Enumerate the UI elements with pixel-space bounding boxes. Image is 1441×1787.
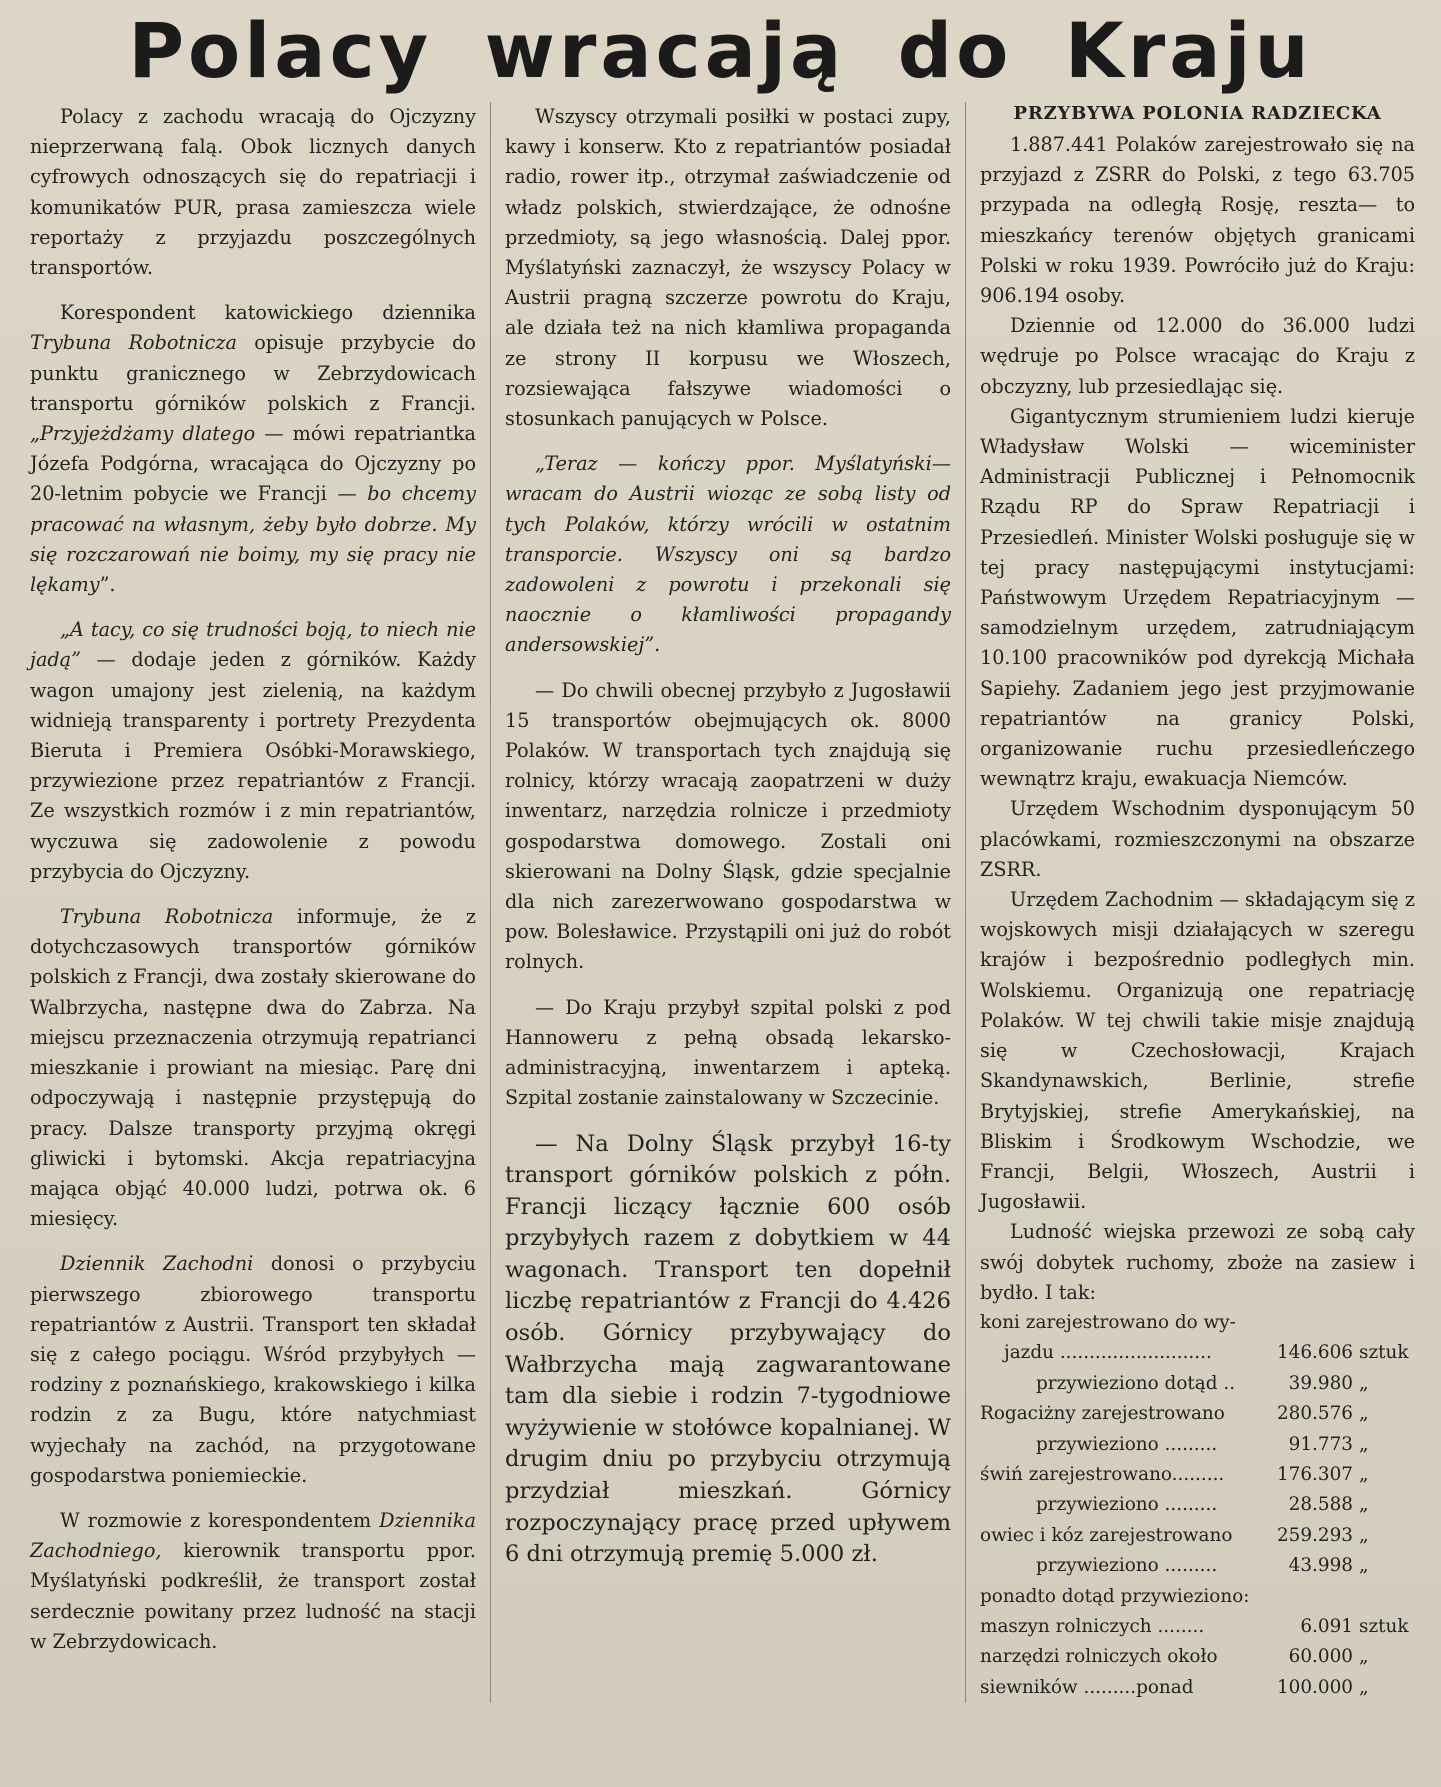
stats-value: 39.980 <box>1288 1372 1353 1394</box>
stats-value: 91.773 <box>1288 1433 1353 1455</box>
column-3 <box>966 102 1419 1703</box>
stats-value: 100.000 <box>1276 1676 1353 1698</box>
text-run: Korespondent katowickiego dziennika <box>60 301 476 325</box>
text-run: opisuje przybycie do punktu granicznego w Zebrzydowicach transportu górników polskich z Francji. <box>30 331 476 415</box>
column-2 <box>490 102 966 1703</box>
stats-row <box>980 1521 1415 1551</box>
stats-unit: „ <box>1359 1524 1369 1546</box>
italic-text: Trybuna Robotnicza <box>30 331 237 355</box>
stats-value: 176.307 <box>1276 1463 1353 1485</box>
paragraph: Ludność wiejska przewozi ze sobą cały swój dobytek ruchomy, zboże na zasiew i bydło. I tak: <box>980 1220 1415 1304</box>
paragraph: — Na Dolny Śląsk przybył 16-ty transport górników polskich z półn. Francji liczący łącznie 600 osób przybyłych razem z dobytkiem w 44 wagonach. Transport ten dopełnił liczbę repatriantów z Francji do 4.426 osób. Górnicy przybywający do Wałbrzycha mają zagwarantowane tam dla siebie i rodzin 7-tygodniowe wyżywienie w stołówce kopalnianej. W drugim dniu po przybyciu otrzymują przydział mieszkań. Górnicy rozpoczynający pracę przed upływem 6 dni otrzymują premię 5.000 zł. <box>505 1130 951 1568</box>
stats-unit: „ <box>1359 1463 1369 1485</box>
italic-text: Trybuna Robotnicza <box>60 905 274 929</box>
stats-value: 43.998 <box>1288 1555 1353 1577</box>
stats-value: 60.000 <box>1288 1646 1353 1668</box>
article-columns <box>22 102 1419 1703</box>
text-run: informuje, że z dotychczasowych transportów górników polskich z Francji, dwa zostały skierowane do Walbrzycha, następne dwa do Zabrza. Na miejscu przeznaczenia otrzymują repatrianci mieszkanie i prowiant na miesiąc. Parę dni odpoczywają i następnie przystępują do pracy. Dalsze transporty przyjmą okręgi gliwicki i bytomski. Akcja repatriacyjna mająca objąć 40.000 ludzi, potrwa ok. 6 miesięcy. <box>30 905 476 1231</box>
text-run: kierownik transportu ppor. Myślatyński podkreślił, że transport został serdecznie powitany przez ludność na stacji w Zebrzydowicach. <box>30 1539 476 1653</box>
italic-text: „A tacy, co się trudności boją, to niech nie jadą” <box>30 618 476 672</box>
stats-label: przywieziono ......... <box>1036 1433 1218 1455</box>
stats-label: owiec i kóz zarejestrowano <box>980 1524 1233 1546</box>
paragraph: Urzędem Wschodnim dysponującym 50 placówkami, rozmieszczonymi na obszarze ZSRR. <box>980 797 1415 881</box>
stats-intro: koni zarejestrowano do wy- <box>980 1311 1236 1333</box>
livestock-stats-table <box>980 1338 1415 1581</box>
stats-unit: sztuk <box>1359 1342 1409 1364</box>
text-run: — mówi repatriantka Józefa Podgórna, wracająca do Ojczyzny po 20-letnim pobycie we Francji — <box>30 422 476 506</box>
equipment-stats-table <box>980 1612 1415 1703</box>
stats-row <box>980 1399 1415 1429</box>
stats-unit: „ <box>1359 1433 1369 1455</box>
paragraph: Polacy z zachodu wracają do Ojczyzny nieprzerwaną falą. Obok licznych danych cyfrowych odnoszących się do repatriacji i komunikatów PUR, prasa zamieszcza wiele reportaży z przyjazdu poszczególnych transportów. <box>30 105 476 280</box>
paragraph: Wszyscy otrzymali posiłki w postaci zupy, kawy i konserw. Kto z repatriantów posiadał radio, rower itp., otrzymał zaświadczenie od władz polskich, stwierdzające, że odnośne przedmioty, są jego własnością. Dalej ppor. Myślatyński zaznaczył, że wszyscy Polacy w Austrii pragną szczerze powrotu do Kraju, ale działa też na nich kłamliwa propaganda ze strony II korpusu we Włoszech, rozsiewająca fałszywe wiadomości o stosunkach panujących w Polsce. <box>505 105 951 431</box>
stats-value: 146.606 <box>1276 1342 1353 1364</box>
paragraph: — Do chwili obecnej przybyło z Jugosławii 15 transportów obejmujących ok. 8000 Polaków. W transportach tych znajdują się rolnicy, którzy wracają zaopatrzeni w duży inwentarz, narzędzia rolnicze i przedmioty gospodarstwa domowego. Zostali oni skierowani na Dolny Śląsk, gdzie specjalnie dla nich zarezerwowano gospodarstwa w pow. Bolesławice. Przystąpili oni już do robót rolnych. <box>505 678 951 974</box>
stats-value: 28.588 <box>1288 1494 1353 1516</box>
paragraph: 1.887.441 Polaków zarejestrowało się na przyjazd z ZSRR do Polski, z tego 63.705 przypada na odległą Rosję, reszta— to mieszkańcy terenów objętych granicami Polski w roku 1939. Powróciło już do Kraju: 906.194 osoby. <box>980 133 1415 308</box>
stats-row <box>980 1612 1415 1642</box>
stats-value: 259.293 <box>1276 1524 1353 1546</box>
stats-intro-2: ponadto dotąd przywieziono: <box>980 1585 1250 1607</box>
paragraph <box>30 1249 476 1491</box>
stats-row <box>980 1673 1415 1703</box>
stats-label: przywieziono ......... <box>1036 1494 1218 1516</box>
text-run: ”. <box>99 573 116 597</box>
quote-paragraph: „Teraz — kończy ppor. Myślatyński— wracam do Austrii wioząc ze sobą listy od tych Polaków, którzy wrócili w ostatnim transporcie. Wszyscy oni są bardzo zadowoleni z powrotu i przekonali się naocznie o kłamliwości propagandy andersowskiej”. <box>505 452 951 657</box>
section-subhead: PRZYBYWA POLONIA RADZIECKA <box>1013 103 1382 124</box>
paragraph: Gigantycznym strumieniem ludzi kieruje Władysław Wolski — wiceminister Administracji Publicznej i Pełnomocnik Rządu RP do Spraw Repatriacji i Przesiedleń. Minister Wolski posługuje się w tej pracy następującymi instytucjami: Państwowym Urzędem Repatriacyjnym — samodzielnym urzędem, zatrudniającym 10.100 pracowników pod dyrekcją Michała Sapiehy. Zadaniem jego jest przyjmowanie repatriantów na granicy Polski, organizowanie ruchu przesiedleńczego wewnątrz kraju, ewakuacja Niemców. <box>980 404 1415 791</box>
stats-unit: sztuk <box>1359 1615 1409 1637</box>
stats-row <box>980 1430 1415 1460</box>
stats-label: świń zarejestrowano......... <box>980 1463 1225 1485</box>
paragraph: Dziennie od 12.000 do 36.000 ludzi wędruje po Polsce wracając do Kraju z obczyzny, lub przesiedlając się. <box>980 314 1415 398</box>
column-1 <box>22 102 490 1703</box>
stats-label: jazdu .......................... <box>1004 1342 1212 1364</box>
stats-label: przywieziono dotąd .. <box>1036 1372 1236 1394</box>
paragraph: — Do Kraju przybył szpital polski z pod Hannoweru z pełną obsadą lekarsko-administracyjną, inwentarzem i apteką. Szpital zostanie zainstalowany w Szczecinie. <box>505 995 951 1110</box>
stats-label: przywieziono ......... <box>1036 1555 1218 1577</box>
text-run: — dodaje jeden z górników. Każdy wagon umajony jest zielenią, na każdym widnieją transparenty i portrety Prezydenta Bieruta i Premiera Osóbki-Morawskiego, przywiezione przez repatriantów z Francji. Ze wszystkich rozmów i z min repatriantów, wyczuwa się zadowolenie z powodu przybycia do Ojczyzny. <box>30 648 476 883</box>
stats-unit: „ <box>1359 1494 1369 1516</box>
stats-row <box>980 1551 1415 1581</box>
stats-label: narzędzi rolniczych około <box>980 1646 1218 1668</box>
stats-unit: „ <box>1359 1403 1369 1425</box>
stats-unit: „ <box>1359 1555 1369 1577</box>
paragraph: Urzędem Zachodnim — składającym się z wojskowych misji działających w szeregu krajów i bezpośrednio podległych min. Wolskiemu. Organizują one repatriację Polaków. W tej chwili takie misje znajdują się w Czechosłowacji, Krajach Skandynawskich, Berlinie, strefie Brytyjskiej, strefie Amerykańskiej, na Bliskim i Środkowym Wschodzie, we Francji, Belgii, Włoszech, Austrii i Jugosławii. <box>980 888 1415 1214</box>
stats-unit: „ <box>1359 1676 1369 1698</box>
stats-row <box>980 1642 1415 1672</box>
paragraph <box>30 615 476 887</box>
stats-unit: „ <box>1359 1372 1369 1394</box>
stats-row <box>980 1490 1415 1520</box>
paragraph <box>30 298 476 600</box>
stats-row <box>980 1369 1415 1399</box>
stats-value: 280.576 <box>1276 1403 1353 1425</box>
italic-text: Dziennika Zachodniego, <box>30 1508 476 1563</box>
paragraph <box>30 1506 476 1657</box>
italic-text: bo chcemy pracować na własnym, żeby było dobrze. My się rozczarowań nie boimy, my się pracy nie lękamy <box>30 482 476 597</box>
stats-value: 6.091 <box>1300 1615 1353 1637</box>
stats-row <box>980 1460 1415 1490</box>
paragraph <box>30 902 476 1234</box>
italic-text: „Przyjeżdżamy dlatego <box>30 422 256 446</box>
stats-unit: „ <box>1359 1646 1369 1668</box>
stats-label: siewników .........ponad <box>980 1676 1194 1698</box>
text-run: donosi o przybyciu pierwszego zbiorowego transportu repatriantów z Austrii. Transport ten składał się z całego pociągu. Wśród przybyłych — rodziny z poznańskiego, krakowskiego i kilka rodzin z za Bugu, które natychmiast wyjechały na zachód, na przygotowane gospodarstwa poniemieckie. <box>30 1252 476 1487</box>
stats-label: Rogaciżny zarejestrowano <box>980 1403 1225 1425</box>
headline: Polacy wracają do Kraju <box>128 6 1313 95</box>
italic-text: Dziennik Zachodni <box>60 1252 254 1276</box>
stats-label: maszyn rolniczych ........ <box>980 1615 1205 1637</box>
stats-row <box>980 1338 1415 1368</box>
text-run: W rozmowie z korespondentem <box>60 1508 380 1532</box>
